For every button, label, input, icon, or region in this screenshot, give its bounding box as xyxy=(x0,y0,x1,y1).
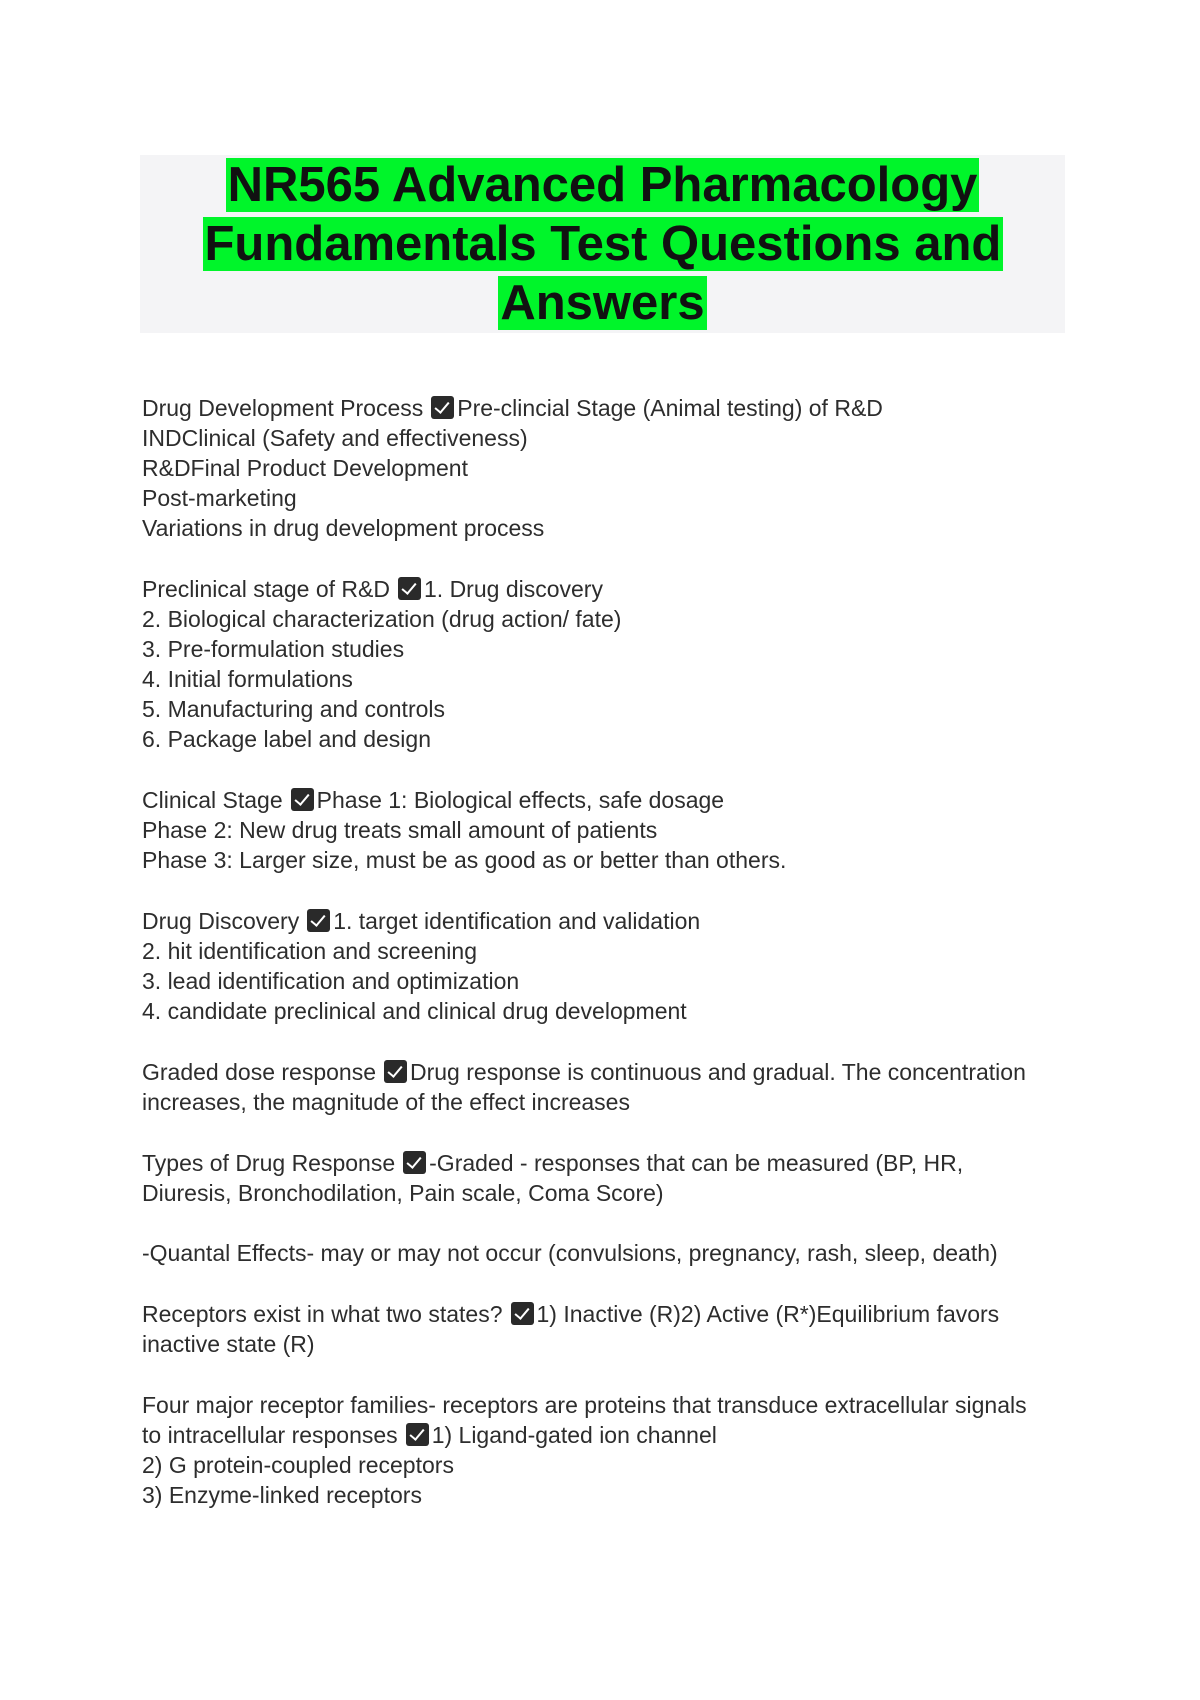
question-text: to intracellular responses xyxy=(142,1422,398,1448)
answer-line: 6. Package label and design xyxy=(142,726,431,752)
answer-line: Variations in drug development process xyxy=(142,515,545,541)
checkmark-icon xyxy=(511,1302,534,1325)
qa-first-line xyxy=(142,1299,1072,1329)
qa-item xyxy=(142,1299,1072,1359)
checkmark-icon xyxy=(431,396,454,419)
title-banner xyxy=(140,155,1065,333)
answer-line: 3) Enzyme-linked receptors xyxy=(142,1482,422,1508)
answer-line: Diuresis, Bronchodilation, Pain scale, Coma Score) xyxy=(142,1180,664,1206)
qa-item xyxy=(142,1390,1072,1510)
question-text: Preclinical stage of R&D xyxy=(142,576,390,602)
checkmark-icon xyxy=(403,1151,426,1174)
qa-first-line xyxy=(142,785,1072,815)
qa-first-line xyxy=(142,906,1072,936)
answer-line: 2. hit identification and screening xyxy=(142,938,477,964)
document-title xyxy=(203,156,1003,333)
answer-line: Phase 3: Larger size, must be as good as or better than others. xyxy=(142,847,787,873)
answer-line: 4. Initial formulations xyxy=(142,666,353,692)
answer-line: 1. target identification and validation xyxy=(333,908,701,934)
answer-line: Phase 2: New drug treats small amount of patients xyxy=(142,817,658,843)
checkmark-icon xyxy=(307,909,330,932)
checkmark-icon xyxy=(384,1060,407,1083)
question-text: Clinical Stage xyxy=(142,787,283,813)
question-text: Graded dose response xyxy=(142,1059,376,1085)
qa-item xyxy=(142,785,1072,875)
qa-item xyxy=(142,906,1072,1026)
qa-first-line xyxy=(142,574,1072,604)
answer-line: 3. lead identification and optimization xyxy=(142,968,520,994)
question-line: Four major receptor families- receptors are proteins that transduce extracellular signals xyxy=(142,1392,1027,1418)
qa-first-line xyxy=(142,393,1072,423)
qa-item xyxy=(142,1148,1072,1268)
title-highlight: NR565 Advanced Pharmacology Fundamentals Test Questions and Answers xyxy=(204,157,1002,330)
answer-line: 2. Biological characterization (drug action/ fate) xyxy=(142,606,622,632)
answer-line: 5. Manufacturing and controls xyxy=(142,696,446,722)
answer-line: -Graded - responses that can be measured (BP, HR, xyxy=(429,1150,964,1176)
qa-list xyxy=(142,393,1072,1541)
question-text: Receptors exist in what two states? xyxy=(142,1301,503,1327)
qa-first-line xyxy=(142,1057,1072,1087)
answer-line: Post-marketing xyxy=(142,485,297,511)
answer-line: 2) G protein-coupled receptors xyxy=(142,1452,454,1478)
question-text: Types of Drug Response xyxy=(142,1150,396,1176)
answer-line: inactive state (R) xyxy=(142,1331,315,1357)
qa-item xyxy=(142,1057,1072,1117)
answer-extra-paragraph: -Quantal Effects- may or may not occur (convulsions, pregnancy, rash, sleep, death) xyxy=(142,1240,998,1266)
answer-line: Drug response is continuous and gradual. The concentration xyxy=(410,1059,1026,1085)
checkmark-icon xyxy=(406,1423,429,1446)
paragraph-gap xyxy=(142,1208,1072,1238)
answer-line: increases, the magnitude of the effect increases xyxy=(142,1089,630,1115)
qa-first-line xyxy=(142,1148,1072,1178)
answer-line: Pre-clincial Stage (Animal testing) of R&D xyxy=(457,395,883,421)
qa-item xyxy=(142,393,1072,543)
answer-line: Phase 1: Biological effects, safe dosage xyxy=(316,787,725,813)
answer-line: 1) Inactive (R)2) Active (R*)Equilibrium favors xyxy=(536,1301,1000,1327)
answer-line: R&DFinal Product Development xyxy=(142,455,468,481)
checkmark-icon xyxy=(398,577,421,600)
question-text: Drug Discovery xyxy=(142,908,300,934)
answer-line: 4. candidate preclinical and clinical drug development xyxy=(142,998,687,1024)
answer-line: 1) Ligand-gated ion channel xyxy=(431,1422,717,1448)
qa-first-line xyxy=(142,1420,1072,1450)
answer-line: 3. Pre-formulation studies xyxy=(142,636,405,662)
answer-line: 1. Drug discovery xyxy=(424,576,603,602)
qa-item xyxy=(142,574,1072,754)
checkmark-icon xyxy=(291,788,314,811)
answer-line: INDClinical (Safety and effectiveness) xyxy=(142,425,528,451)
question-text: Drug Development Process xyxy=(142,395,424,421)
